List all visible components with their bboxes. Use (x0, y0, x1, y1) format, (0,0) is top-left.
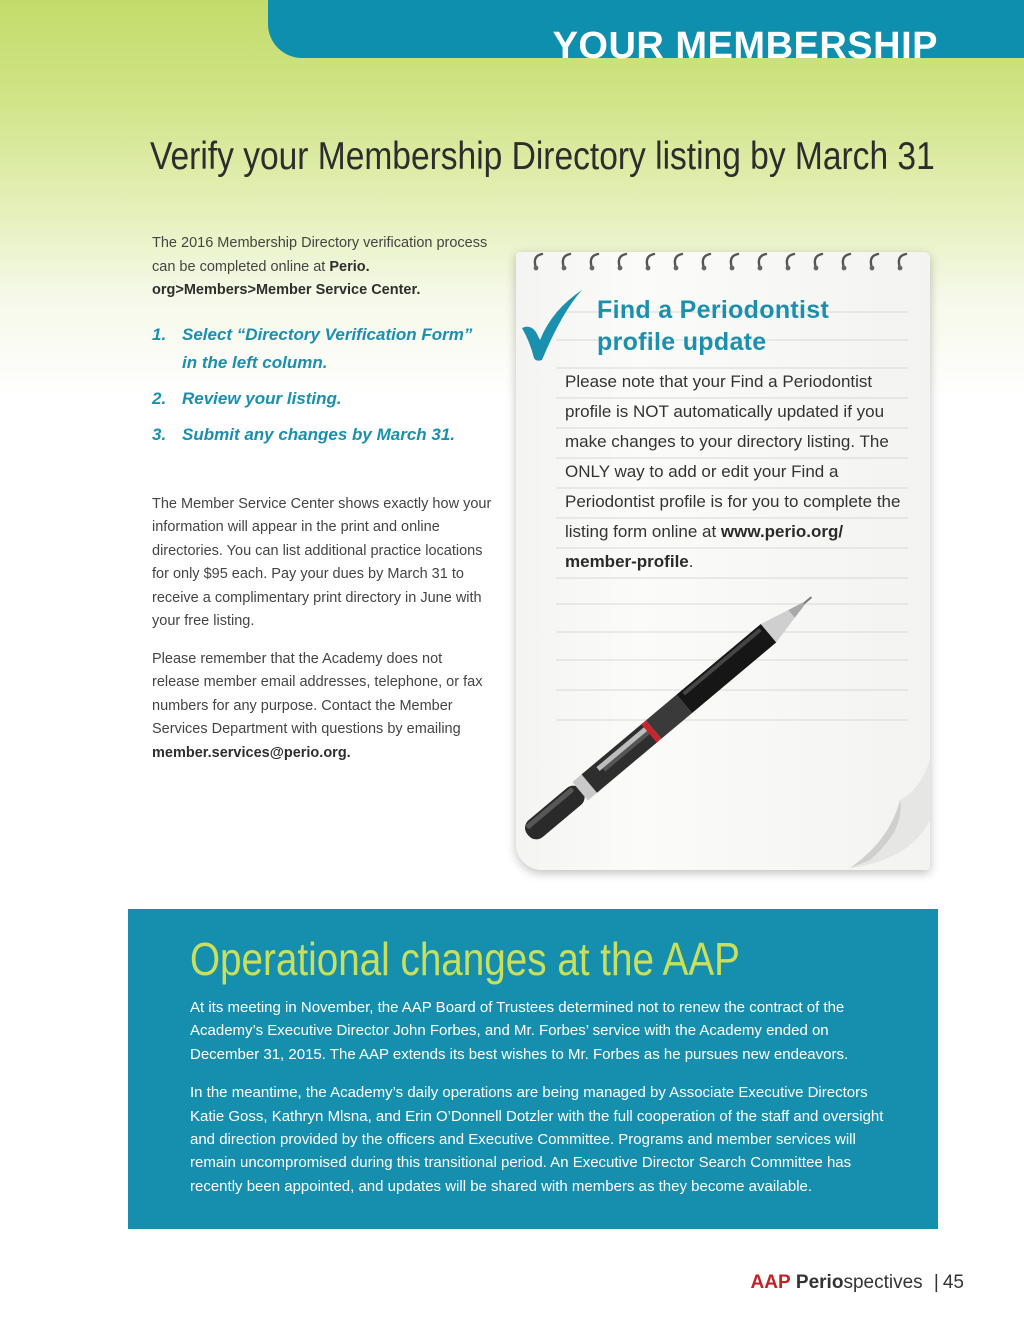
email-link: member.services@perio.org. (152, 744, 351, 761)
intro-paragraph (152, 232, 492, 303)
privacy-text: Please remember that the Academy does not release member email addresses, telephone, or fax numbers for any purpose. Contact the Member Services Department with questions by emailing (152, 650, 483, 737)
step-number: 2. (152, 388, 167, 408)
footer-spectives: spectives (843, 1272, 923, 1293)
footer-perio: Perio (795, 1272, 844, 1293)
step-text: Select “Directory Verification Form” in the left column. (182, 324, 473, 372)
notepad-title: Find a Periodontist profile update (597, 296, 830, 356)
page-footer (751, 1270, 965, 1296)
page-title: Verify your Membership Directory listing by March 31 (150, 135, 935, 178)
privacy-paragraph (152, 648, 492, 766)
directory-paragraph: The Member Service Center shows exactly how your information will appear in the print and online directories. You can list additional practice locations for only $95 each. Pay your dues by March 31 to receive a complimentary print directory in June with your free listing. (152, 495, 492, 629)
steps-list (152, 321, 492, 449)
notepad-rings-icon (530, 248, 920, 272)
step-item (152, 321, 492, 377)
page-number: 45 (942, 1272, 964, 1293)
page-curl-icon (830, 760, 930, 870)
step-number: 3. (152, 424, 167, 444)
step-number: 1. (152, 324, 167, 344)
profile-link: www.perio.org/ member-profile (565, 522, 844, 571)
operational-changes-title: Operational changes at the AAP (190, 933, 740, 985)
step-text: Submit any changes by March 31. (182, 424, 456, 444)
notepad-body (565, 367, 910, 577)
left-column (152, 232, 492, 765)
footer-separator: | (933, 1272, 939, 1293)
checkmark-icon (520, 288, 586, 364)
operational-paragraph-1: At its meeting in November, the AAP Board of Trustees determined not to renew the contract of the Academy’s Executive Director John Forbes, and Mr. Forbes’ service with the Academy ended on December 31, 2015. The AAP extends its best wishes to Mr. Forbes as he pursues new endeavors. (190, 999, 849, 1063)
section-title: YOUR MEMBERSHIP (552, 25, 938, 67)
notepad-body-text: Please note that your Find a Periodontist profile is NOT automatically updated if you make changes to your directory listing. The ONLY way to add or edit your Find a Periodontist profile is for you to complete the listing form online at (565, 372, 901, 541)
step-item (152, 421, 492, 449)
intro-link: Perio. org>Members>Member Service Center. (152, 258, 421, 298)
step-text: Review your listing. (182, 388, 342, 408)
operational-paragraph-2: In the meantime, the Academy’s daily operations are being managed by Associate Executive Directors Katie Goss, Kathryn Mlsna, and Erin O’Donnell Dotzler with the full cooperation of the staff and oversight and direction provided by the officers and Executive Committee. Programs and member services will remain uncompromised during this transitional period. An Executive Director Search Committee has recently been appointed, and updates will be shared with members as they become available. (190, 1084, 884, 1195)
operational-changes-body (190, 996, 892, 1213)
notepad-body-end: . (688, 552, 694, 571)
step-item (152, 385, 492, 413)
intro-text: The 2016 Membership Directory verification process can be completed online at (152, 235, 488, 275)
footer-aap: AAP (750, 1272, 791, 1293)
